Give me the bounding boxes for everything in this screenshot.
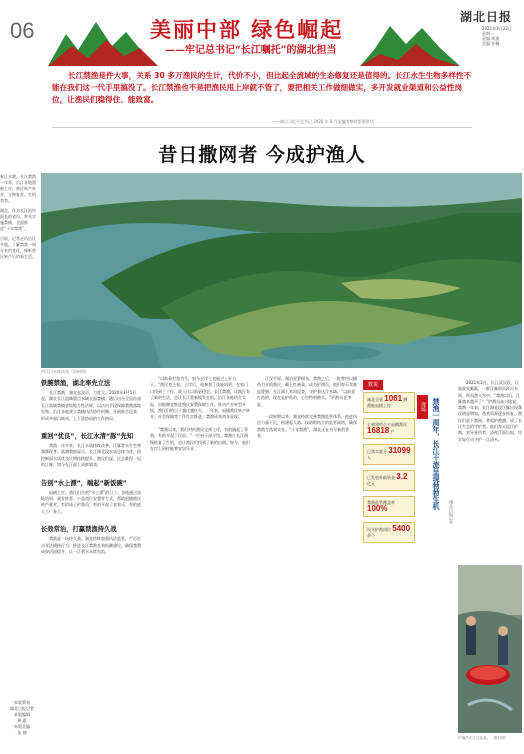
- stat-number: 5400: [392, 524, 411, 533]
- report-tag: 现场: [417, 395, 428, 419]
- editor-credits: [6, 700, 38, 736]
- divider: [52, 127, 472, 128]
- article-column-2: [150, 376, 250, 748]
- side-photo-caption: 护渔员在江边巡查。（资料图）: [458, 736, 509, 740]
- credit-name: 张 楠: [17, 730, 27, 735]
- issue-date: 2021年3月22日: [482, 26, 512, 31]
- mountain-decoration-left: [48, 20, 158, 66]
- stat-suffix: 余个: [367, 533, 375, 538]
- section-heading: 长效常治，打赢禁渔持久战: [41, 526, 117, 534]
- section-heading: 铁腕禁渔，湖北率先立法: [41, 380, 111, 387]
- lead-quote: 长江禁渔是件大事，关系 30 多万渔民的生计，代价不小，但比起全流域的生态修复还是值得的。长江水生生物多样性不能在我们这一代手里搞没了。长江禁渔也不是把渔民甩上岸就不管了，要把相关工作做细做实，多开发就业渠道和公益性岗位，让渔民们稳得住、能致富。: [52, 71, 472, 104]
- stat-prefix: 已落实就业: [367, 449, 387, 454]
- credit-label: 本版编辑: [14, 712, 30, 717]
- stat-number: 16818: [367, 426, 390, 435]
- stat-suffix: 艘渔船退捕上岸: [367, 397, 408, 408]
- stat-prefix: 全省建档立卡退捕渔民: [367, 422, 407, 427]
- stat-box: [363, 392, 415, 413]
- side-article-body: [458, 380, 522, 562]
- side-article-byline: 湖北日报记者: [449, 500, 454, 524]
- article-paragraph: 一段时期以来，湖北持续完善禁渔监管体系，推进执法力量下沉，构建起人防、技防相结合的监管网络，确保禁渔令落到实处。“十年禁渔”，湖北正在书写新的答卷。: [257, 414, 357, 439]
- side-article-title: 禁渔一周年，长江干流呈现勃勃生机: [432, 398, 440, 510]
- stat-box: [363, 444, 415, 465]
- photo-caption: 丹江口水库风光（资料图）: [41, 369, 89, 374]
- sidebar-paragraph: 春江水暖，长江禁渔一年来，沿江各地渔船上岸，渔民转产转业，万物复苏、生机勃勃。: [0, 174, 36, 203]
- article-paragraph: 江汉平原，湖泊星罗棋布。禁渔之后，一批曾经以捕鱼为业的渔民，戴上红袖章，成为护渔员。他们每天驾驶巡逻船，在江面上来回巡查，守护着这片水域。“以前是打鱼的，现在是护鱼的，心里特别踏实。”护渔员老李说。: [257, 376, 357, 407]
- newspaper-logo: 湖北日报: [460, 10, 513, 24]
- article-paragraph: 长江禁渔，湖北起步早、力度大。2020年1月1日起，湖北长江流域重点水域全面禁捕。随后出台全国首部长江流域禁捕省级地方性法规，以法治手段保障禁渔落地见效。沿江各地建立禁捕执法协作机制，开展联合巡查，形成多部门联动、上下游协同的工作格局。: [41, 390, 141, 421]
- stat-box: [363, 470, 415, 491]
- issue-weekday: 星期一: [482, 31, 494, 36]
- issue-editor: 责编 周惠: [482, 36, 500, 41]
- main-headline: 昔日撒网者 今成护渔人: [158, 144, 366, 166]
- credit-name: 湖北日报记者: [10, 706, 34, 711]
- section-heading: 重回“优良”，长江水清“豚”先知: [41, 433, 134, 441]
- stat-prefix: 湖北全省: [367, 397, 383, 402]
- stats-panel: [363, 392, 415, 548]
- stat-number: 3.2: [396, 472, 408, 481]
- stat-prefix: 已发放补助资金: [367, 475, 395, 480]
- article-paragraph: 禁渔一年多来，长江水质持续改善，江豚等水生生物频频现身。监测数据显示，长江湖北段水质总体为优，国控断面水质优良比例持续提升。渔民们说，过去难得一见的江豚，如今在江面上成群嬉戏。: [41, 443, 141, 468]
- masthead: [0, 0, 524, 70]
- article-column-1: [41, 376, 143, 748]
- article-paragraph: “以前靠打鱼为生，如今在岸上也能过上好日子。”渔民老王说。上岸后，他参加了技能培训，在家门口找到了工作，收入比以前更稳定。长江禁渔，让渔民有了新的生活，也让长江重新焕发生机。沿江各地结合实际，因地制宜推进渔民安置保障工作，推动产业转型升级，渔民们的日子越过越红火。一年来，退捕渔民转产转业、社会保障等工作扎实推进，禁渔成效初步显现。: [150, 376, 250, 420]
- stat-number: 31099: [388, 446, 411, 455]
- sidebar-paragraph: 湖北，作为长江流经最长的省份，率先实施禁捕，全面推进“十年禁渔”。: [0, 208, 36, 231]
- stats-tag: 数说: [363, 380, 383, 390]
- stat-box: [363, 522, 415, 543]
- sidebar-notes: [0, 174, 36, 264]
- credit-name: 周 惠: [17, 718, 27, 723]
- stat-box: [363, 496, 415, 517]
- section-subtitle: ——牢记总书记“长江嘱托”的湖北担当: [165, 45, 337, 56]
- article-paragraph: 2021年3月，长江武汉段，江面波光粼粼，一群江豚时而跃出水面，时而潜入水中。“禁渔以后，江豚越来越多了！”护渔员高兴地说。禁渔一年来，长江湖北段江豚出现频次明显增加，鱼类资源逐步恢复。渔民们放下渔网，拿起护渔旗，成了长江生态的守护者。他们每天巡江护渔，劝导垂钓者，清理江面垃圾，用实际行动守护一江清水。: [458, 380, 522, 442]
- issue-designer: 美编 张楠: [482, 41, 500, 46]
- article-paragraph: 禁渔是一场持久战。湖北持续加强执法监管，严厉打击非法捕捞行为，推进长江禁渔长效机制建设，确保禁渔成果巩固提升，让一江碧水永续东流。: [41, 536, 141, 555]
- stat-number: 100%: [367, 504, 388, 513]
- article-paragraph: 退捕上岸，渔民们告别“水上漂”的日子。各地通过技能培训、就业推荐、公益岗位安置等方式，帮助退捕渔民转产就业。有的成了护渔员，有的开起了农家乐，有的进入工厂务工。: [41, 489, 142, 514]
- sidebar-paragraph: 日前，记者走访沿江多地，了解禁渔一周年来的变化，倾听渔民转产后的新生活。: [0, 236, 36, 259]
- article-column-3: [257, 376, 357, 748]
- fish-release-photo: [458, 565, 522, 733]
- stat-suffix: 户: [390, 429, 395, 434]
- mountain-decoration-right: [360, 20, 460, 66]
- issue-info: [482, 26, 522, 46]
- lead-quote-source: ——摘自习近平总书记 2020 年 8 月安徽考察时重要讲话: [272, 119, 374, 124]
- section-heading: 告别“水上漂”，端起“新饭碗”: [41, 479, 127, 487]
- stat-number: 1061: [384, 394, 403, 403]
- page-number: 06: [10, 18, 35, 43]
- credit-label: 本版美编: [14, 724, 30, 729]
- stat-suffix: 亿元: [367, 481, 375, 486]
- stat-suffix: 人: [367, 455, 371, 460]
- stat-box: [363, 418, 415, 439]
- credit-label: 本版策划: [14, 700, 30, 705]
- section-title: 美丽中部 绿色崛起: [150, 17, 344, 42]
- aerial-reservoir-photo: [41, 173, 522, 368]
- article-paragraph: “禁渔以来，我们村的渔民全部上岸，有的搞起了养殖，有的开起了民宿。”一位村干部介绍。禁渔让长江慢慢恢复了生机，也让渔民们找到了新的出路。如今，他们在岸上同样能够安居乐业。: [150, 426, 250, 452]
- stat-prefix: 禁渔监管覆盖率: [367, 500, 395, 505]
- stat-prefix: 设立护渔岗位: [367, 527, 391, 532]
